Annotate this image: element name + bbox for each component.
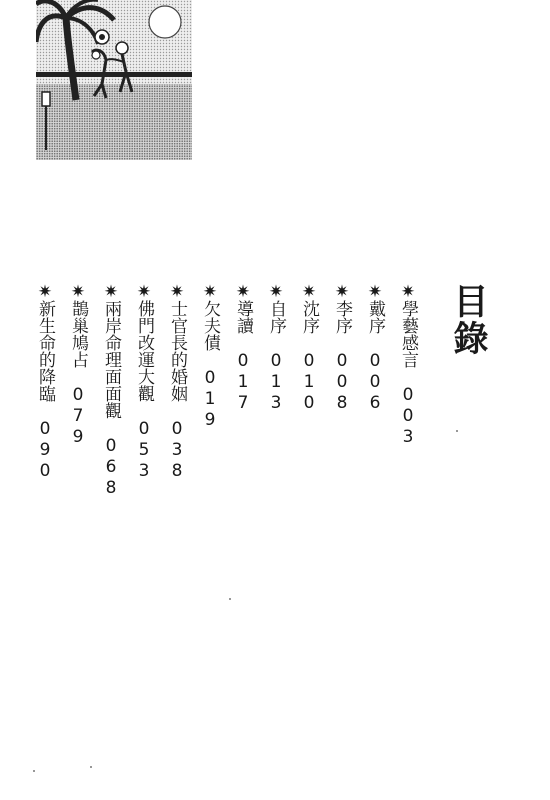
toc-entry-page: 013 <box>266 351 286 414</box>
toc-entry[interactable] <box>229 284 257 414</box>
toc-entry[interactable] <box>64 284 92 448</box>
star-bullet-icon: ✷ <box>37 282 53 302</box>
toc-entry-page: 006 <box>365 351 385 414</box>
toc-entry-page: 038 <box>167 419 187 482</box>
scan-speck <box>456 430 458 432</box>
star-bullet-icon: ✷ <box>334 282 350 302</box>
toc-entry[interactable] <box>361 284 389 414</box>
toc-entry-title: 學藝感言 <box>398 300 418 368</box>
toc-entry-page: 010 <box>299 351 319 414</box>
toc-entry-page: 017 <box>233 351 253 414</box>
toc-entry-page: 068 <box>101 436 121 499</box>
toc-entry-page: 003 <box>398 385 418 448</box>
toc-entry[interactable] <box>328 284 356 414</box>
toc-entry-title: 士官長的婚姻 <box>167 300 187 402</box>
toc-entry-title: 佛門改運大觀 <box>134 300 154 402</box>
scan-speck <box>229 598 231 600</box>
toc-entry[interactable] <box>394 284 422 448</box>
toc-entry-title: 導讀 <box>233 300 253 334</box>
star-bullet-icon: ✷ <box>235 282 251 302</box>
toc-entry-title: 鵲巢鳩占 <box>68 300 88 368</box>
toc-entry[interactable] <box>31 284 59 482</box>
toc-entry[interactable] <box>97 284 125 499</box>
star-bullet-icon: ✷ <box>103 282 119 302</box>
toc-entry-title: 自序 <box>266 300 286 334</box>
toc-entry-page: 079 <box>68 385 88 448</box>
toc-entry[interactable] <box>262 284 290 414</box>
toc-entry-page: 090 <box>35 419 55 482</box>
star-bullet-icon: ✷ <box>268 282 284 302</box>
star-bullet-icon: ✷ <box>301 282 317 302</box>
toc-entry-title: 新生命的降臨 <box>35 300 55 402</box>
scan-speck <box>33 770 35 772</box>
toc-entry[interactable] <box>163 284 191 482</box>
beach-couple-illustration <box>36 0 192 160</box>
toc-entry-title: 欠夫債 <box>200 300 220 351</box>
star-bullet-icon: ✷ <box>136 282 152 302</box>
toc-entry[interactable] <box>196 284 224 431</box>
toc-entry-page: 053 <box>134 419 154 482</box>
toc-entry-page: 019 <box>200 368 220 431</box>
toc-entry[interactable] <box>295 284 323 414</box>
scan-speck <box>90 766 92 768</box>
toc-entry-page: 008 <box>332 351 352 414</box>
star-bullet-icon: ✷ <box>367 282 383 302</box>
star-bullet-icon: ✷ <box>169 282 185 302</box>
toc-entry-title: 李序 <box>332 300 352 334</box>
toc-title: 目錄 <box>448 283 488 357</box>
toc-entry[interactable] <box>130 284 158 482</box>
star-bullet-icon: ✷ <box>70 282 86 302</box>
star-bullet-icon: ✷ <box>400 282 416 302</box>
toc-entry-title: 沈序 <box>299 300 319 334</box>
toc-entry-title: 兩岸命理面面觀 <box>101 300 121 419</box>
star-bullet-icon: ✷ <box>202 282 218 302</box>
toc-entry-title: 戴序 <box>365 300 385 334</box>
